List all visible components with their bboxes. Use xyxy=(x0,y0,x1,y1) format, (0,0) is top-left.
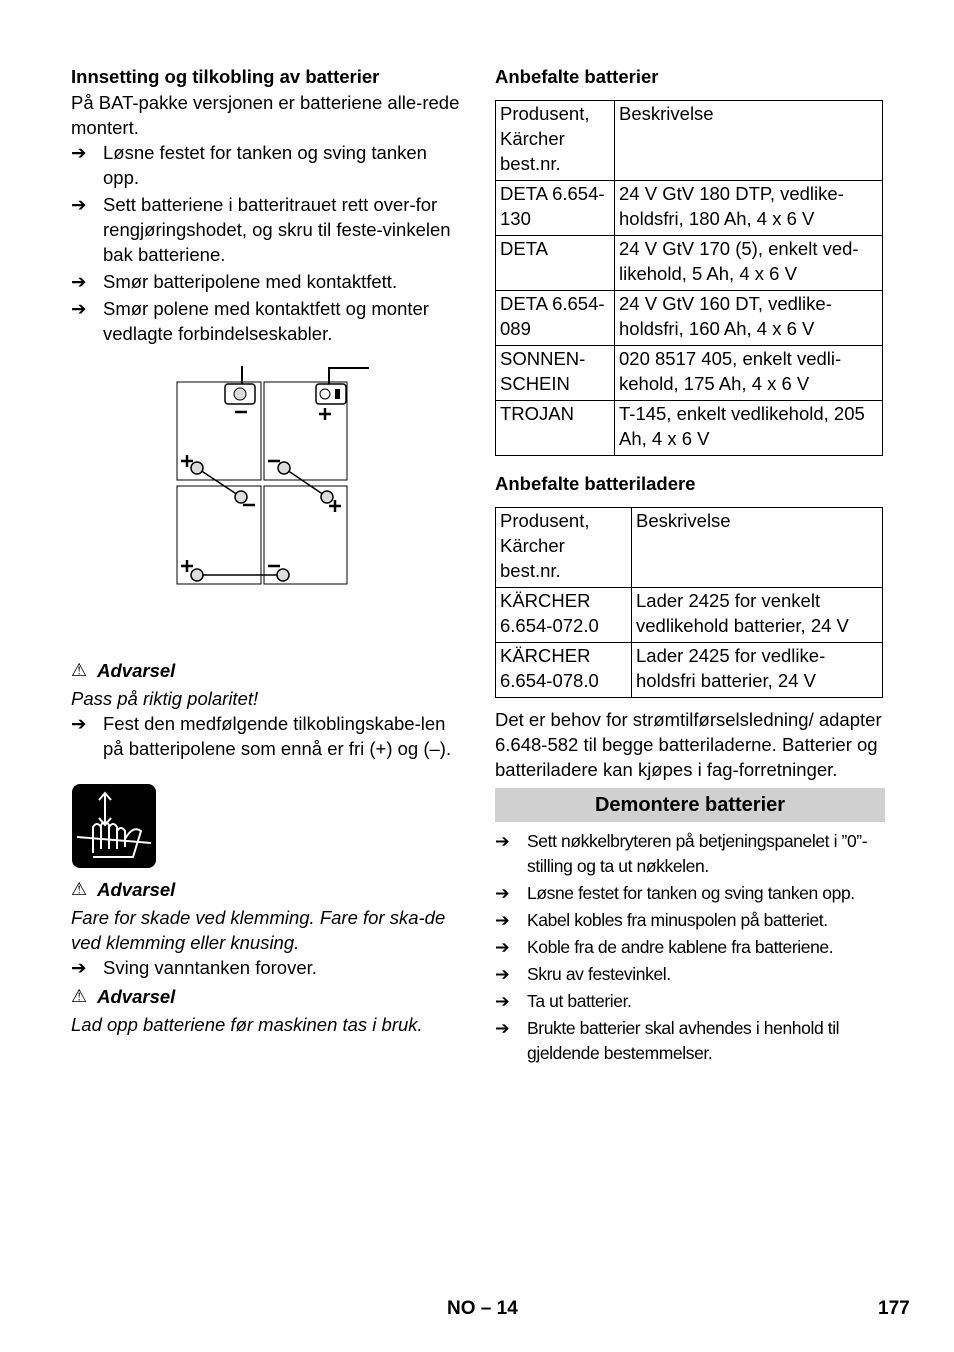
battery-wiring-diagram xyxy=(71,366,461,636)
arrow-icon: ➔ xyxy=(71,142,87,163)
list-item: ➔ Smør polene med kontaktfett og monter vedlagte forbindelseskabler. xyxy=(71,298,429,344)
warning-text: Pass på riktig polaritet! xyxy=(71,688,259,709)
list-item: ➔ Sving vanntanken forover. xyxy=(71,957,317,978)
warning-text: Lad opp batteriene før maskinen tas i bruk. xyxy=(71,1014,423,1035)
list-item: ➔ Brukte batterier skal avhendes i henhold til gjeldende bestemmelser. xyxy=(495,1018,840,1063)
table-row: KÄRCHER 6.654-078.0 Lader 2425 for vedlike-holdsfri batterier, 24 V xyxy=(496,643,883,698)
table-row: DETA 24 V GtV 170 (5), enkelt ved-likehold, 5 Ah, 4 x 6 V xyxy=(496,236,883,291)
warning-icon: ⚠ xyxy=(71,660,88,680)
warning-text: Fare for skade ved klemming. Fare for ska-de ved klemming eller knusing. xyxy=(71,907,446,953)
footer-page-number: 177 xyxy=(878,1298,910,1319)
table-row: SONNEN-SCHEIN 020 8517 405, enkelt vedli-kehold, 175 Ah, 4 x 6 V xyxy=(496,346,883,401)
list-item: ➔ Fest den medfølgende tilkoblingskabe-len på batteripolene som ennå er fri (+) og (–). xyxy=(71,713,452,759)
table-row: Produsent, Kärcher best.nr. Beskrivelse xyxy=(496,508,883,588)
list-item: ➔ Sett nøkkelbryteren på betjeningspanelet i ”0”-stilling og ta ut nøkkelen. xyxy=(495,831,868,876)
section-heading-batteries: Anbefalte batterier xyxy=(495,66,659,87)
table-row: Produsent, Kärcher best.nr. Beskrivelse xyxy=(496,101,883,181)
arrow-icon: ➔ xyxy=(495,1018,510,1038)
warning-icon: ⚠ xyxy=(71,986,88,1006)
list-item: ➔ Ta ut batterier. xyxy=(495,989,885,1014)
arrow-icon: ➔ xyxy=(495,964,510,984)
list-item: ➔ Løsne festet for tanken og sving tanken opp. xyxy=(495,881,885,906)
batteries-table xyxy=(495,100,883,456)
install-steps xyxy=(71,140,461,346)
tank-steps xyxy=(71,955,461,980)
pinch-hazard-icon xyxy=(71,783,157,869)
footer-language-page: NO – 14 xyxy=(447,1298,518,1319)
warning-title: ⚠ Advarsel xyxy=(71,986,176,1007)
adapter-note: Det er behov for strømtilførselsledning/ adapter 6.648-582 til begge batteriladerne. Batterier og batteriladere kan kjøpes i fag-forretninger. xyxy=(495,709,882,780)
right-column xyxy=(495,64,885,1068)
intro-text: På BAT-pakke versjonen er batteriene alle-rede montert. xyxy=(71,92,460,138)
table-row: TROJAN T-145, enkelt vedlikehold, 205 Ah, 4 x 6 V xyxy=(496,401,883,456)
list-item: ➔ Skru av festevinkel. xyxy=(495,962,885,987)
list-item: ➔ Sett batteriene i batteritrauet rett over-for rengjøringshodet, og skru til feste-vinkelen bak batteriene. xyxy=(71,194,451,265)
list-item: ➔ Løsne festet for tanken og sving tanken opp. xyxy=(71,142,427,188)
table-row: DETA 6.654-089 24 V GtV 160 DT, vedlike-holdsfri, 160 Ah, 4 x 6 V xyxy=(496,291,883,346)
list-item: ➔ Koble fra de andre kablene fra batteriene. xyxy=(495,935,885,960)
section-heading-chargers: Anbefalte batteriladere xyxy=(495,473,696,494)
warning-title: ⚠ Advarsel xyxy=(71,879,176,900)
warning-icon: ⚠ xyxy=(71,879,88,899)
table-row: KÄRCHER 6.654-072.0 Lader 2425 for venkelt vedlikehold batterier, 24 V xyxy=(496,588,883,643)
table-row: DETA 6.654-130 24 V GtV 180 DTP, vedlike-holdsfri, 180 Ah, 4 x 6 V xyxy=(496,181,883,236)
arrow-icon: ➔ xyxy=(71,713,87,734)
left-column xyxy=(71,64,461,1037)
battery-cell-bottom-left xyxy=(177,486,261,584)
section-heading-install: Innsetting og tilkobling av batterier xyxy=(71,66,380,87)
section-banner-remove: Demontere batterier xyxy=(495,788,885,822)
arrow-icon: ➔ xyxy=(71,298,87,319)
remove-steps xyxy=(495,829,885,1066)
arrow-icon: ➔ xyxy=(495,883,510,903)
jumper-cable xyxy=(197,468,241,497)
jumper-cable xyxy=(284,468,327,497)
list-item: ➔ Kabel kobles fra minuspolen på batteriet. xyxy=(495,908,885,933)
list-item: ➔ Smør batteripolene med kontaktfett. xyxy=(71,271,398,292)
warning-title: ⚠ Advarsel xyxy=(71,660,176,681)
arrow-icon: ➔ xyxy=(495,937,510,957)
polarity-steps xyxy=(71,711,461,761)
arrow-icon: ➔ xyxy=(71,271,87,292)
chargers-table xyxy=(495,507,883,698)
arrow-icon: ➔ xyxy=(495,910,510,930)
arrow-icon: ➔ xyxy=(71,194,87,215)
arrow-icon: ➔ xyxy=(71,957,87,978)
arrow-icon: ➔ xyxy=(495,991,510,1011)
arrow-icon: ➔ xyxy=(495,831,510,851)
